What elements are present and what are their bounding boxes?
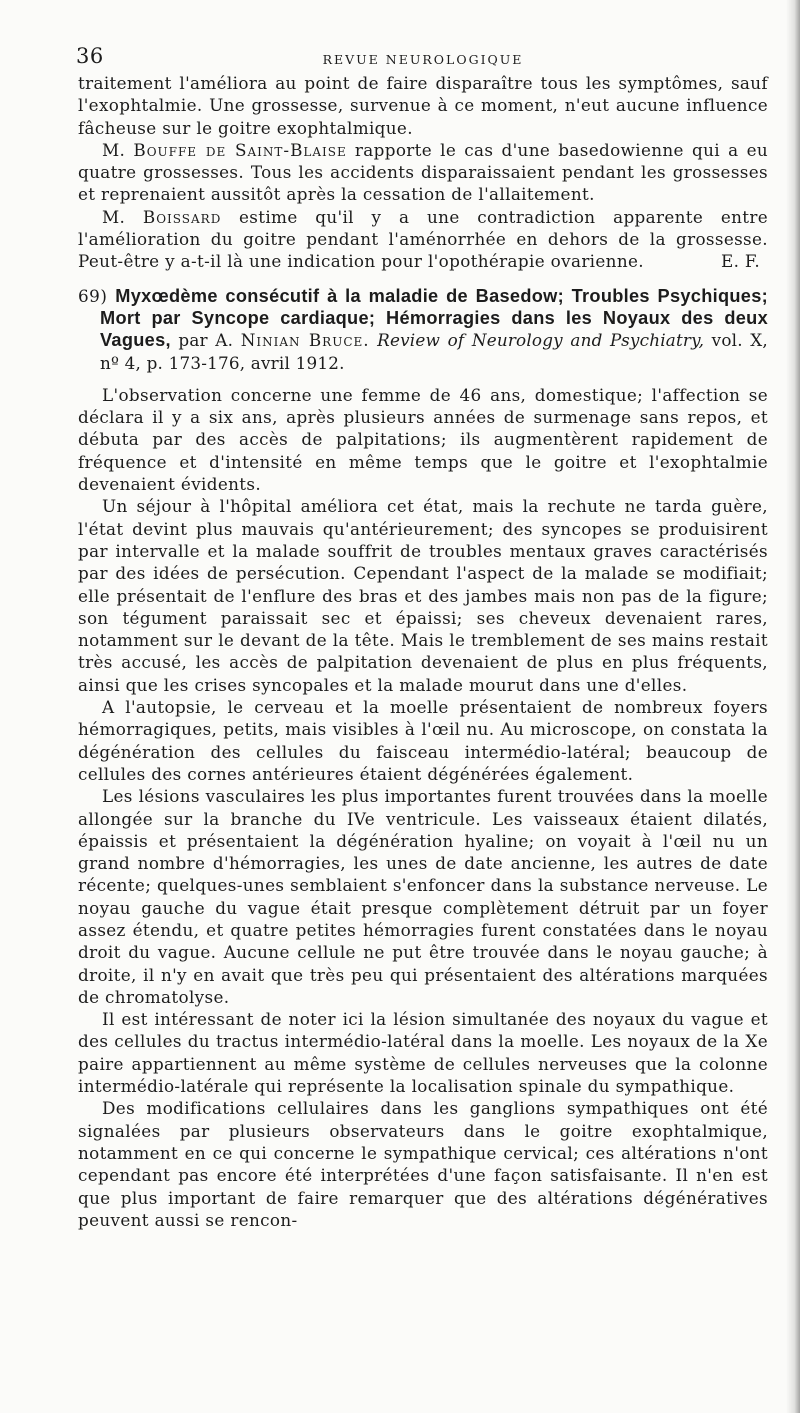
article-par: par	[178, 330, 208, 351]
article-number: 69)	[78, 285, 108, 306]
running-head	[78, 40, 768, 72]
author-boissard: Boissard	[142, 206, 222, 227]
article-journal: Review of Neurology and Psychiatry,	[377, 330, 705, 351]
article-title: Myxœdème consécutif à la maladie de Basedow; Troubles Psychiques; Mort par Syncope cardiaque; Hémorragies dans les Noyaux des deux Vagues,	[100, 285, 768, 351]
document-page	[78, 40, 768, 1231]
body-paragraph-3: A l'autopsie, le cerveau et la moelle présentaient de nombreux foyers hémorragiques, petits, mais visibles à l'œil nu. Au microscope, on constata la dégénération des cellules du faisceau intermédio-latéral; beaucoup de cellules des cornes antérieures étaient dégénérées également.	[78, 697, 768, 784]
article-citation: vol. X, nº 4, p. 173-176, avril 1912.	[100, 330, 768, 373]
body-paragraph-2: Un séjour à l'hôpital améliora cet état, mais la rechute ne tarda guère, l'état devint plus mauvais qu'antérieurement; des syncopes se produisirent par intervalle et la malade souffrit de troubles mentaux graves caractérisés par des idées de persécution. Cependant l'aspect de la malade se modifiait; elle présentait de l'enflure des bras et des jambes mais non pas de la figure; son tégument paraissait sec et épaissi; ses cheveux devenaient rares, notamment sur le devant de la tête. Mais le tremblement de ses mains restait très accusé, les accès de palpitation devenaient de plus en plus fréquents, ainsi que les crises syncopales et la malade mourut dans une d'elles.	[78, 496, 768, 695]
article-author: Ninian Bruce.	[240, 330, 370, 351]
page-number: 36	[76, 44, 104, 68]
body-paragraph-4: Les lésions vasculaires les plus importantes furent trouvées dans la moelle allongée sur la branche du IVe ventricule. Les vaisseaux étaient dilatés, épaissis et présentaient la dégénération hyaline; on voyait à l'œil nu un grand nombre d'hémorragies, les unes de date ancienne, les autres de date récente; quelques-unes semblaient s'enfoncer dans la substance nerveuse. Le noyau gauche du vague était presque complètement détruit par un foyer assez étendu, et quatre petites hémorragies furent constatées dans le noyau droit du vague. Aucune cellule ne put être trouvée dans le noyau gauche; à droite, il n'y en avait que très peu qui présentaient des altérations marquées de chromatolyse.	[78, 786, 768, 1007]
intro-p3-text: estime qu'il y a une contradiction apparente entre l'amélioration du goitre pendant l'aménorrhée en dehors de la grossesse. Peut-être y a-t-il là une indication pour l'opothérapie ovarienne.	[78, 206, 768, 272]
intro-paragraph-3	[78, 206, 768, 273]
body-paragraph-1: L'observation concerne une femme de 46 ans, domestique; l'affection se déclara il y a six ans, après plusieurs années de surmenage sans repos, et débuta par des accès de palpitations; ils augmentèrent rapidement de fréquence et d'intensité en même temps que le goitre et l'exophtalmie devenaient évidents.	[78, 384, 768, 495]
intro-p3-prefix: M.	[102, 206, 126, 227]
reviewer-signature: E. F.	[720, 251, 760, 272]
article-body	[78, 384, 768, 1231]
intro-p2-prefix: M.	[102, 139, 126, 160]
article-author-initial: A.	[215, 330, 234, 351]
intro-p2-text: rapporte le cas d'une basedowienne qui a eu quatre grossesses. Tous les accidents disparaissaient pendant les grossesses et reprenaient aussitôt après la cessation de l'allaitement.	[78, 139, 769, 205]
author-bouffe: Bouffe de Saint-Blaise	[133, 139, 347, 160]
body-paragraph-6: Des modifications cellulaires dans les ganglions sympathiques ont été signalées par plusieurs observateurs dans le goitre exophtalmique, notamment en ce qui concerne le sympathique cervical; ces altérations n'ont cependant pas encore été interprétées d'une façon satisfaisante. Il n'en est que plus important de faire remarquer que des altérations dégénératives peuvent aussi se rencon-	[78, 1098, 768, 1230]
intro-paragraph-2	[78, 139, 768, 206]
journal-title: REVUE NEUROLOGIQUE	[322, 52, 524, 67]
article-heading	[78, 285, 768, 374]
intro-paragraph-1: traitement l'améliora au point de faire disparaître tous les symptômes, sauf l'exophtalmie. Une grossesse, survenue à ce moment, n'eut aucune influence fâcheuse sur le goitre exophtalmique.	[78, 73, 768, 138]
body-paragraph-5: Il est intéressant de noter ici la lésion simultanée des noyaux du vague et des cellules du tractus intermédio-latéral dans la moelle. Les noyaux de la Xe paire appartiennent au même système de cellules nerveuses que la colonne intermédio-latérale qui représente la localisation spinale du sympathique.	[78, 1009, 768, 1097]
page-edge-shadow	[786, 0, 800, 1413]
